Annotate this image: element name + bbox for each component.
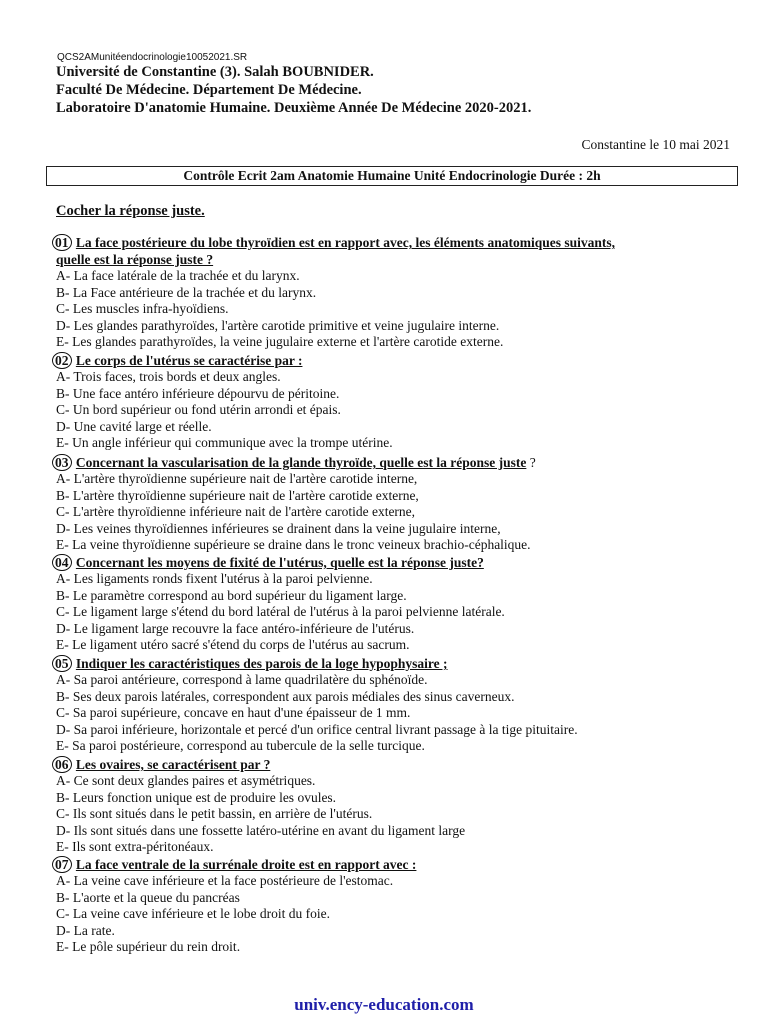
option-d: D- Les veines thyroïdiennes inférieures se drainent dans la veine jugulaire interne, xyxy=(56,520,501,536)
option-a: A- Sa paroi antérieure, correspond à lame quadrilatère du sphénoïde. xyxy=(56,672,428,687)
document-code: QCS2AMunitéendocrinologie10052021.SR xyxy=(57,52,248,63)
instruction: Cocher la réponse juste. xyxy=(56,203,205,219)
option-e: E- Les glandes parathyroïdes, la veine jugulaire externe et l'artère carotide externe. xyxy=(56,334,504,350)
option-e: E- Le pôle supérieur du rein droit. xyxy=(56,939,241,955)
option-e: E- La veine thyroïdienne supérieure se draine dans le tronc veineux brachio-céphalique. xyxy=(56,537,531,553)
question-number: 01 xyxy=(52,234,72,251)
faculty-line: Faculté De Médecine. Département De Médecine. xyxy=(56,82,362,98)
question-text: La face ventrale de la surrénale droite est en rapport avec : xyxy=(75,857,417,872)
laboratory-line: Laboratoire D'anatomie Humaine. Deuxième Année De Médecine 2020-2021. xyxy=(56,100,532,116)
question-text: Concernant la vascularisation de la glande thyroïde, quelle est la réponse juste xyxy=(75,455,527,470)
option-c: C- Un bord supérieur ou fond utérin arrondi et épais. xyxy=(56,402,341,418)
option-b: B- Une face antéro inférieure dépourvu de péritoine. xyxy=(56,385,340,401)
question-07 xyxy=(52,856,728,956)
option-c: C- La veine cave inférieure et le lobe droit du foie. xyxy=(56,906,331,922)
option-d: D- Sa paroi inférieure, horizontale et percé d'un orifice central livrant passage à la tige pituitaire. xyxy=(56,721,578,737)
exam-title: Contrôle Ecrit 2am Anatomie Humaine Unité Endocrinologie Durée : 2h xyxy=(46,166,738,186)
option-b: B- Leurs fonction unique est de produire les ovules. xyxy=(56,789,337,805)
option-b: B- Le paramètre correspond au bord supérieur du ligament large. xyxy=(56,587,407,603)
option-a: A- Ce sont deux glandes paires et asymétriques. xyxy=(56,773,316,788)
question-heading xyxy=(52,554,728,571)
question-heading xyxy=(52,856,728,873)
option-d: D- Ils sont situés dans une fossette latéro-utérine en avant du ligament large xyxy=(56,822,466,838)
question-text: La face postérieure du lobe thyroïdien est en rapport avec, les éléments anatomiques suivants, xyxy=(75,235,615,250)
question-text: Les ovaires, se caractérisent par ? xyxy=(75,757,271,772)
question-text-continued: quelle est la réponse juste ? xyxy=(56,252,214,267)
option-b: B- L'aorte et la queue du pancréas xyxy=(56,889,240,905)
question-heading xyxy=(52,352,728,369)
question-06 xyxy=(52,756,728,856)
question-02 xyxy=(52,352,728,452)
footer-url: univ.ency-education.com xyxy=(294,995,474,1014)
option-a: A- La face latérale de la trachée et du larynx. xyxy=(56,268,300,283)
option-a: A- La veine cave inférieure et la face postérieure de l'estomac. xyxy=(56,873,394,888)
option-e: E- Un angle inférieur qui communique avec la trompe utérine. xyxy=(56,435,393,451)
question-heading xyxy=(52,655,728,672)
option-a: A- L'artère thyroïdienne supérieure nait de l'artère carotide interne, xyxy=(56,471,418,486)
option-d: D- La rate. xyxy=(56,922,115,938)
question-text: Indiquer les caractéristiques des parois de la loge hypophysaire ; xyxy=(75,656,448,671)
exam-date: Constantine le 10 mai 2021 xyxy=(581,137,730,152)
question-03 xyxy=(52,454,728,554)
question-04 xyxy=(52,554,728,654)
option-e: E- Le ligament utéro sacré s'étend du corps de l'utérus au sacrum. xyxy=(56,637,410,653)
question-heading xyxy=(52,756,728,773)
option-e: E- Sa paroi postérieure, correspond au tubercule de la selle turcique. xyxy=(56,738,425,754)
option-d: D- Le ligament large recouvre la face antéro-inférieure de l'utérus. xyxy=(56,620,415,636)
option-b: B- Ses deux parois latérales, correspondent aux parois médiales des sinus caverneux. xyxy=(56,688,515,704)
question-number: 07 xyxy=(52,856,72,873)
option-c: C- Le ligament large s'étend du bord latéral de l'utérus à la paroi pelvienne latérale. xyxy=(56,604,505,620)
option-d: D- Les glandes parathyroïdes, l'artère carotide primitive et veine jugulaire interne. xyxy=(56,317,500,333)
option-c: C- Les muscles infra-hyoïdiens. xyxy=(56,301,229,317)
question-number: 04 xyxy=(52,554,72,571)
question-heading xyxy=(52,234,728,251)
option-b: B- La Face antérieure de la trachée et du larynx. xyxy=(56,284,317,300)
option-a: A- Les ligaments ronds fixent l'utérus à la paroi pelvienne. xyxy=(56,571,373,586)
option-e: E- Ils sont extra-péritonéaux. xyxy=(56,839,214,855)
question-text: Concernant les moyens de fixité de l'utérus, quelle est la réponse juste? xyxy=(75,555,484,570)
question-number: 05 xyxy=(52,655,72,672)
option-d: D- Une cavité large et réelle. xyxy=(56,418,212,434)
question-number: 06 xyxy=(52,756,72,773)
question-text: Le corps de l'utérus se caractérise par : xyxy=(75,353,303,368)
option-c: C- L'artère thyroïdienne inférieure nait de l'artère carotide externe, xyxy=(56,504,416,520)
option-c: C- Sa paroi supérieure, concave en haut d'une épaisseur de 1 mm. xyxy=(56,705,411,721)
question-heading xyxy=(52,454,728,471)
university-line: Université de Constantine (3). Salah BOUBNIDER. xyxy=(56,64,374,80)
question-suffix: ? xyxy=(526,455,536,470)
question-number: 03 xyxy=(52,454,72,471)
question-number: 02 xyxy=(52,352,72,369)
question-01 xyxy=(52,234,728,351)
option-c: C- Ils sont situés dans le petit bassin, en arrière de l'utérus. xyxy=(56,806,373,822)
question-05 xyxy=(52,655,728,755)
option-b: B- L'artère thyroïdienne supérieure nait de l'artère carotide externe, xyxy=(56,487,419,503)
option-a: A- Trois faces, trois bords et deux angles. xyxy=(56,369,281,384)
